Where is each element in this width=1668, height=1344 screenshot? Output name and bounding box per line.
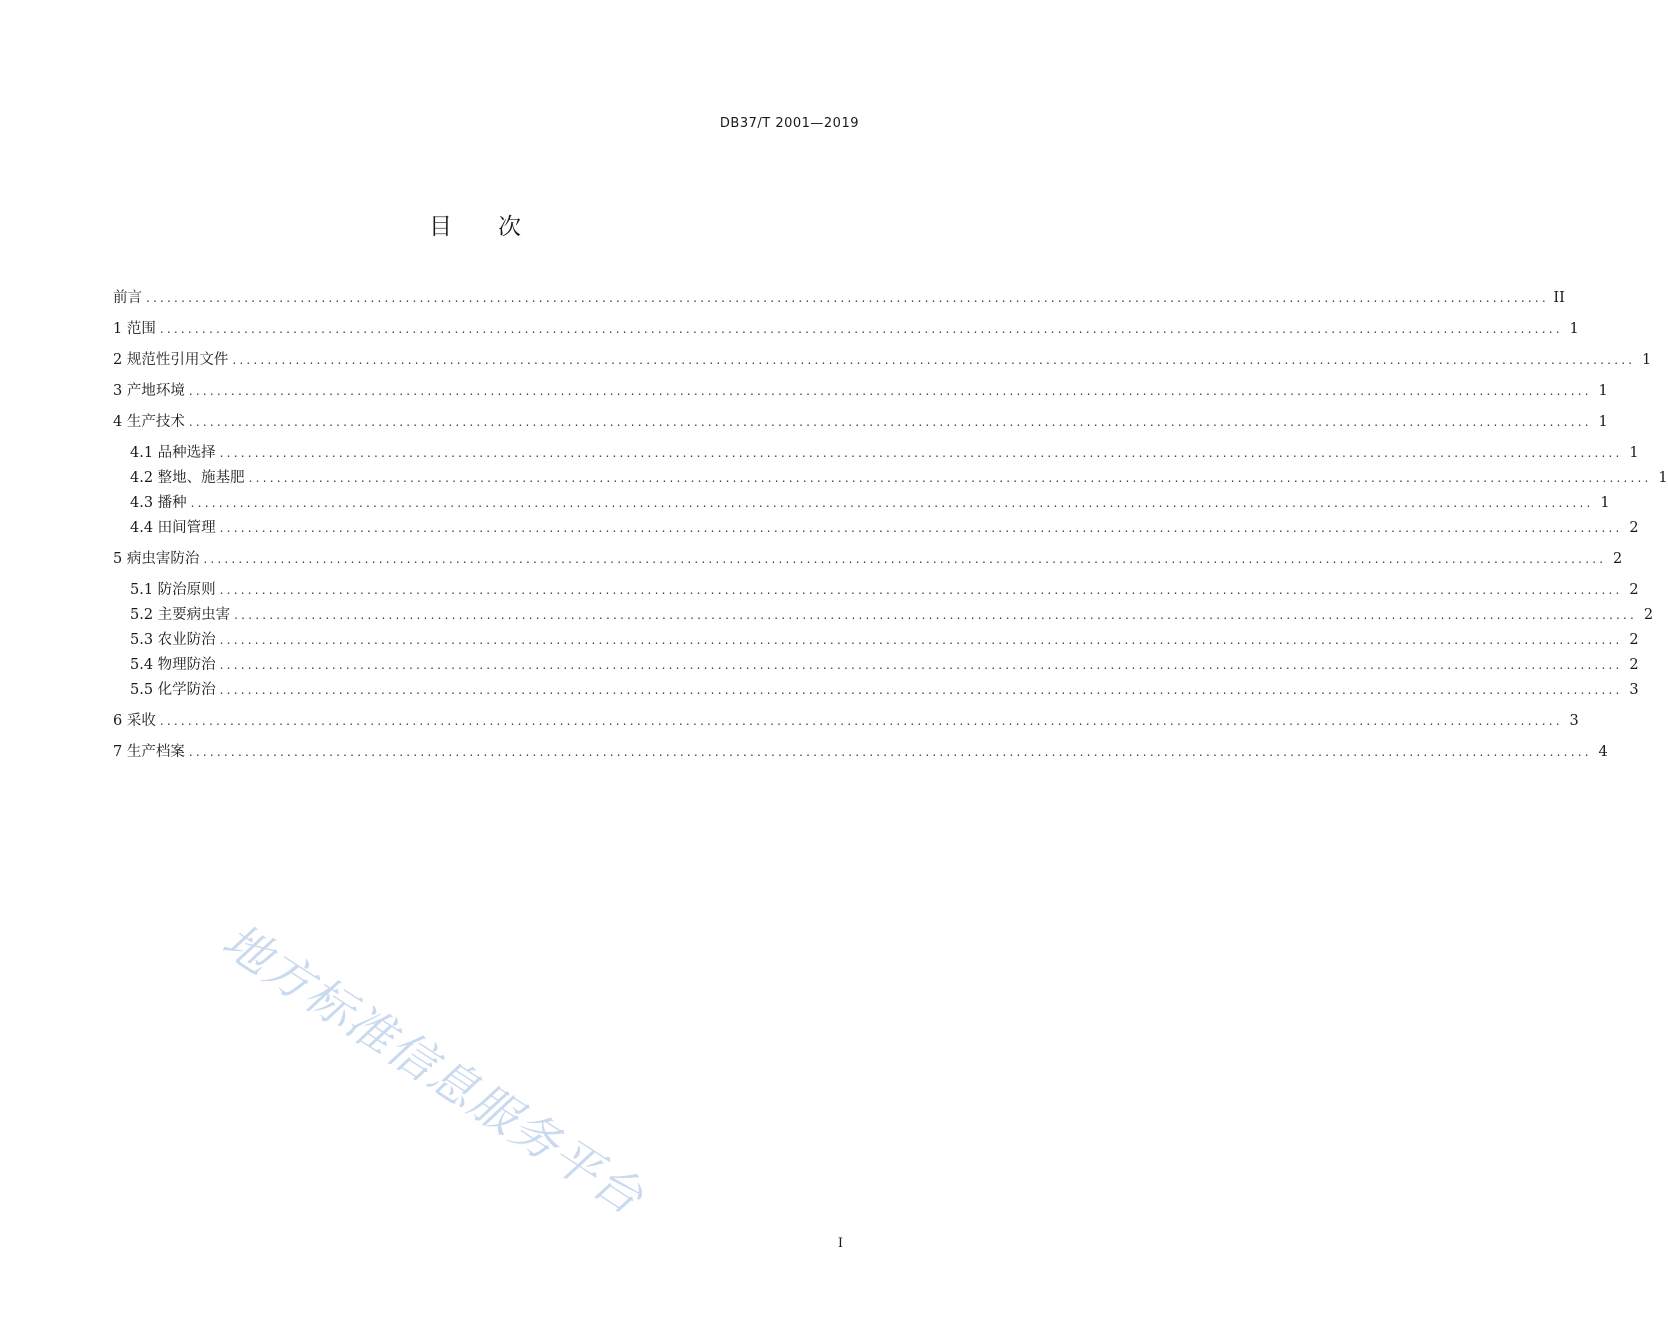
toc-entry-number: 4.2 — [130, 470, 158, 486]
toc-entry-label: 品种选择 — [157, 445, 216, 461]
toc-entry[interactable] — [130, 631, 1639, 649]
toc-entry-page: 1 — [1629, 445, 1639, 461]
toc-entry-label: 生产档案 — [126, 744, 185, 760]
toc-entry[interactable] — [113, 382, 1608, 400]
toc-entry-label: 规范性引用文件 — [126, 352, 229, 368]
toc-entry-page: 3 — [1629, 682, 1639, 698]
toc-dot-leader: ........................................................................................................................................................................................................ — [219, 658, 1623, 672]
toc-entry[interactable] — [130, 581, 1639, 599]
toc-entry-page: 1 — [1658, 470, 1668, 486]
toc-entry-number: 4.3 — [130, 495, 158, 511]
toc-entry-page: 4 — [1598, 744, 1608, 760]
page-title — [0, 208, 950, 241]
toc-entry-number: 5.1 — [130, 582, 158, 598]
toc-entry-page: 2 — [1643, 607, 1654, 623]
toc-entry[interactable] — [113, 351, 1652, 369]
toc-entry-number: 6 — [113, 713, 127, 729]
toc-entry[interactable] — [130, 494, 1610, 512]
toc-entry-number: 2 — [113, 352, 127, 368]
toc-dot-leader: ........................................................................................................................................................................................................ — [234, 608, 1638, 622]
toc-entry[interactable] — [113, 413, 1608, 431]
toc-entry-label: 农业防治 — [157, 632, 216, 648]
document-code: DB37/T 2001—2019 — [719, 116, 859, 131]
toc-dot-leader: ........................................................................................................................................................................................................ — [219, 446, 1623, 460]
toc-entry-number: 7 — [113, 744, 127, 760]
toc-entry[interactable] — [113, 550, 1623, 568]
toc-dot-leader: ........................................................................................................................................................................................................ — [232, 353, 1636, 367]
toc-entry-label: 播种 — [157, 495, 187, 511]
toc-entry[interactable] — [130, 444, 1639, 462]
toc-entry-number: 5.2 — [130, 607, 158, 623]
toc-entry[interactable] — [113, 320, 1579, 338]
toc-entry[interactable] — [130, 606, 1654, 624]
toc-entry[interactable] — [113, 743, 1608, 761]
toc-entry-page: 1 — [1598, 383, 1608, 399]
page-title-char-2: 次 — [498, 214, 521, 240]
page-title-char-1: 目 — [429, 214, 452, 240]
toc-entry-label: 产地环境 — [126, 383, 185, 399]
toc-entry-number: 5.4 — [130, 657, 158, 673]
page-number: I — [837, 1236, 843, 1251]
toc-entry[interactable] — [113, 289, 1565, 307]
toc-entry-page: 1 — [1642, 352, 1652, 368]
toc-entry[interactable] — [130, 469, 1668, 487]
toc-entry-page: 1 — [1600, 495, 1610, 511]
toc-entry-label: 田间管理 — [157, 520, 216, 536]
toc-entry-label: 生产技术 — [126, 414, 185, 430]
toc-entry-label: 病虫害防治 — [126, 551, 200, 567]
toc-entry-label: 整地、施基肥 — [157, 470, 245, 486]
toc-entry-number: 5 — [113, 551, 127, 567]
toc-dot-leader: ........................................................................................................................................................................................................ — [203, 552, 1607, 566]
toc-entry-label: 主要病虫害 — [157, 607, 231, 623]
toc-entry-page: 2 — [1629, 632, 1639, 648]
toc-entry-number: 5.3 — [130, 632, 158, 648]
toc-entry-label: 化学防治 — [157, 682, 216, 698]
toc-dot-leader: ........................................................................................................................................................................................................ — [248, 471, 1652, 485]
toc-entry-label: 物理防治 — [157, 657, 216, 673]
toc-entry-label: 范围 — [126, 321, 156, 337]
toc-entry-number: 4 — [113, 414, 127, 430]
toc-entry-number: 4.1 — [130, 445, 158, 461]
toc-entry-page: 2 — [1613, 551, 1623, 567]
toc-entry[interactable] — [130, 681, 1639, 699]
toc-entry-page: 1 — [1569, 321, 1579, 337]
toc-entry-page: 2 — [1629, 520, 1639, 536]
toc-entry-page: II — [1553, 290, 1565, 306]
toc-dot-leader: ........................................................................................................................................................................................................ — [188, 415, 1592, 429]
toc-entry-label: 前言 — [113, 290, 142, 306]
toc-dot-leader: ........................................................................................................................................................................................................ — [159, 322, 1563, 336]
toc-dot-leader: ........................................................................................................................................................................................................ — [190, 496, 1594, 510]
toc-entry-page: 3 — [1569, 713, 1579, 729]
toc-entry-page: 2 — [1629, 582, 1639, 598]
toc-entry-number: 3 — [113, 383, 127, 399]
toc-entry[interactable] — [130, 656, 1639, 674]
toc-dot-leader: ........................................................................................................................................................................................................ — [188, 745, 1592, 759]
toc-dot-leader: ........................................................................................................................................................................................................ — [188, 384, 1592, 398]
toc-entry-page: 2 — [1629, 657, 1639, 673]
toc-entry-label: 防治原则 — [157, 582, 216, 598]
toc-dot-leader: ........................................................................................................................................................................................................ — [219, 521, 1623, 535]
toc-entry[interactable] — [130, 519, 1639, 537]
toc-entry-number: 4.4 — [130, 520, 158, 536]
toc-entry-page: 1 — [1598, 414, 1608, 430]
toc-dot-leader: ........................................................................................................................................................................................................ — [219, 633, 1623, 647]
toc-dot-leader: ........................................................................................................................................................................................................ — [146, 291, 1549, 305]
toc-dot-leader: ........................................................................................................................................................................................................ — [159, 714, 1563, 728]
watermark: 地方标准信息服务平台 — [212, 913, 654, 1227]
toc-entry-label: 采收 — [126, 713, 156, 729]
toc-entry-number: 5.5 — [130, 682, 158, 698]
toc-entry[interactable] — [113, 712, 1579, 730]
toc-entry-number: 1 — [113, 321, 127, 337]
toc-dot-leader: ........................................................................................................................................................................................................ — [219, 583, 1623, 597]
toc-dot-leader: ........................................................................................................................................................................................................ — [219, 683, 1623, 697]
